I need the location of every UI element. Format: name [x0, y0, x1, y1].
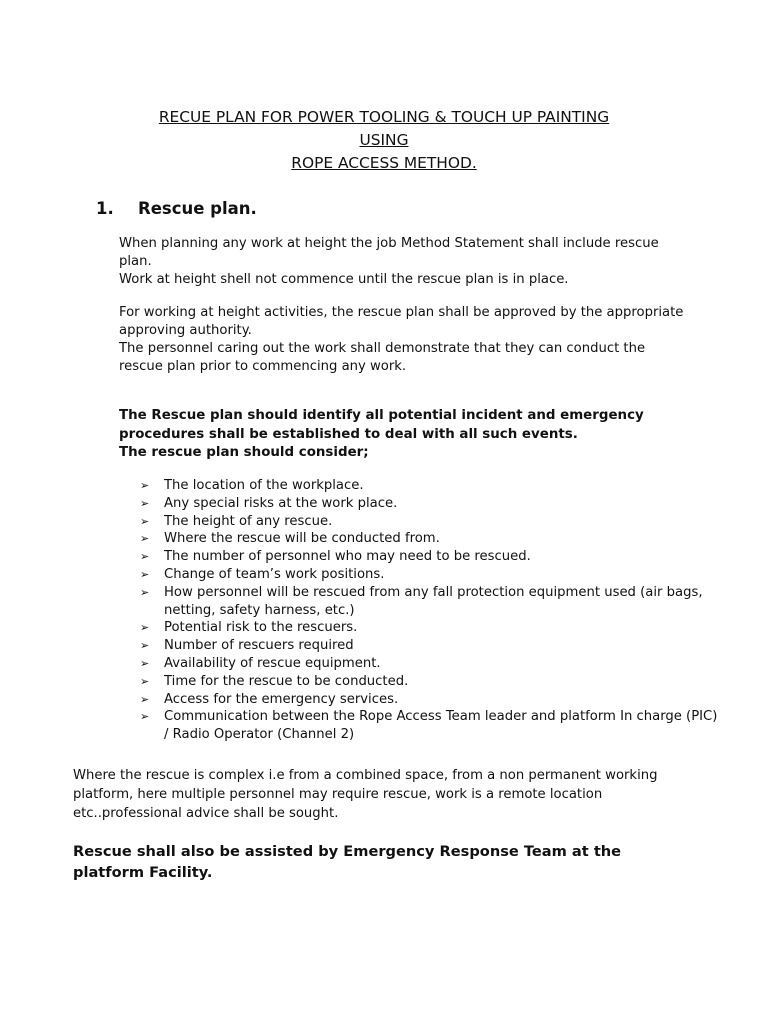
section-number: 1. — [96, 199, 114, 218]
paragraph-planning — [119, 235, 729, 289]
paragraph-complex-rescue — [73, 766, 713, 823]
list-item — [140, 477, 720, 495]
paragraph-emergency-response — [73, 841, 713, 883]
list-item-text: Where the rescue will be conducted from. — [164, 531, 440, 547]
list-item-text: Access for the emergency services. — [164, 691, 399, 707]
arrow-bullet-icon: ➢ — [140, 479, 150, 492]
list-item-text: Communication between the Rope Access Team leader and platform In charge (PIC) / Radio Operator (Channel 2) — [164, 709, 718, 743]
paragraph-line: Work at height shell not commence until the rescue plan is in place. — [119, 272, 569, 287]
section-title: Rescue plan. — [138, 199, 257, 218]
arrow-bullet-icon: ➢ — [140, 532, 150, 546]
paragraph-line: For working at height activities, the rescue plan shall be approved by the appropriate — [119, 305, 684, 320]
paragraph-line: procedures shall be established to deal with all such events. — [119, 426, 578, 442]
arrow-bullet-icon: ➢ — [140, 496, 150, 510]
arrow-bullet-icon: ➢ — [140, 550, 150, 564]
list-item — [140, 513, 720, 531]
paragraph-line: etc..professional advice shall be sought. — [73, 806, 339, 821]
arrow-bullet-icon: ➢ — [140, 621, 150, 635]
paragraph-line: When planning any work at height the job Method Statement shall include rescue — [119, 236, 659, 251]
list-item-text: Time for the rescue to be conducted. — [164, 673, 409, 689]
consideration-list — [140, 477, 720, 744]
list-item-text: Number of rescuers required — [164, 638, 354, 654]
paragraph-line: platform, here multiple personnel may require rescue, work is a remote location — [73, 787, 603, 802]
arrow-bullet-icon: ➢ — [140, 710, 150, 724]
list-item-text: The number of personnel who may need to be rescued. — [164, 549, 531, 565]
paragraph-line: Rescue shall also be assisted by Emergency Response Team at the — [73, 843, 622, 860]
title-line-3: ROPE ACCESS METHOD. — [291, 154, 477, 172]
list-item — [140, 655, 720, 673]
list-item-text: The height of any rescue. — [164, 513, 333, 529]
paragraph-line: rescue plan prior to commencing any work. — [119, 359, 407, 374]
list-item — [140, 691, 720, 709]
paragraph-line: platform Facility. — [73, 864, 213, 881]
section-heading — [96, 197, 257, 221]
paragraph-line: The personnel caring out the work shall demonstrate that they can conduct the — [119, 341, 646, 356]
title-line-1: RECUE PLAN FOR POWER TOOLING & TOUCH UP PAINTING — [158, 108, 610, 126]
paragraph-line: approving authority. — [119, 323, 252, 338]
list-item — [140, 708, 720, 744]
list-item-text: Change of team’s work positions. — [164, 566, 385, 582]
list-item-text: Any special risks at the work place. — [164, 495, 398, 511]
list-item — [140, 495, 720, 513]
arrow-bullet-icon: ➢ — [140, 567, 150, 581]
document-title — [60, 106, 708, 175]
paragraph-line: plan. — [119, 254, 152, 269]
list-item — [140, 566, 720, 584]
title-line-2: USING — [359, 131, 409, 149]
list-item-text: Availability of rescue equipment. — [164, 655, 381, 671]
paragraph-identify — [119, 407, 729, 463]
arrow-bullet-icon: ➢ — [140, 656, 150, 670]
arrow-bullet-icon: ➢ — [140, 514, 150, 528]
arrow-bullet-icon: ➢ — [140, 674, 150, 688]
list-item-text: The location of the workplace. — [164, 478, 364, 493]
list-item — [140, 548, 720, 566]
list-item — [140, 673, 720, 691]
list-item — [140, 637, 720, 655]
list-item — [140, 530, 720, 548]
list-item-text: Potential risk to the rescuers. — [164, 620, 358, 636]
paragraph-approval — [119, 304, 729, 376]
paragraph-line: Where the rescue is complex i.e from a combined space, from a non permanent working — [73, 768, 658, 783]
paragraph-line: The Rescue plan should identify all potential incident and emergency — [119, 408, 644, 423]
list-item-text: How personnel will be rescued from any fall protection equipment used (air bags, netting, safety harness, etc.) — [164, 584, 703, 618]
paragraph-line: The rescue plan should consider; — [119, 445, 369, 460]
list-item — [140, 584, 720, 620]
list-item — [140, 619, 720, 637]
arrow-bullet-icon: ➢ — [140, 639, 150, 653]
arrow-bullet-icon: ➢ — [140, 585, 150, 599]
arrow-bullet-icon: ➢ — [140, 692, 150, 706]
